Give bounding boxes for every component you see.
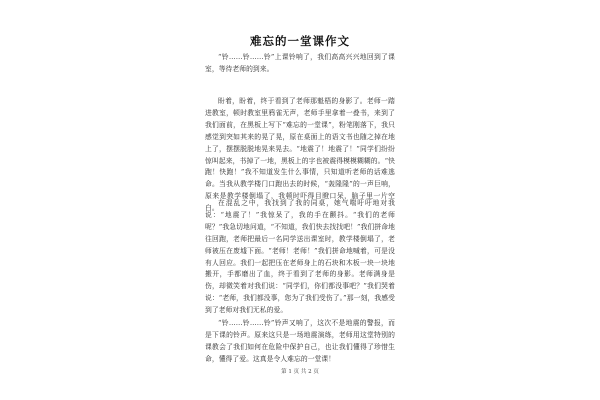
page-footer: 第 1 页 共 2 页 [281, 369, 319, 375]
paragraph-2: 盼着，盼着，终于看到了老师那魁梧的身影了。老师一踏进教室，顿时教室里鸦雀无声，老师手里拿着一叠书，来到了我们面前，在黑板上写下“难忘的一堂课”，粉笔刚落下，我只感觉到突如其来的晃了晃，原在桌面上的语文书也随之掉在地上了，摆摆脱脱地晃来晃去。“地震了！地震了！”同学们纷纷惊叫起来，书掉了一地，黑板上的字也被震得模模糊糊的。“快跑！快跑！”我不知道发生什么事情，只知道听老师的话难逃命。当我从教学楼门口跑出去的时候，“轰隆隆”的一声巨响，原来是教学楼倒塌了，我顿时吓得目瞪口呆，脑子里一片空白。 [205, 97, 395, 213]
paragraph-3: 在混乱之中，我找到了我的同桌，她气喘吁吁地对我说：“地震了！”我惊呆了，我的手在颤抖。“我们的老师呢？”我急切地问道，“不知道，我们快去找找吧！”我们拼命地往回跑，老师把最后一名同学送出课室时，教学楼倒塌了，老师被压在废墟下面。“老师！老师！”我们拼命地喊着，可是没有人回应。我们一起把压在老师身上的石块和木板一块一块地搬开，手都磨出了血，终于看到了老师的身影。老师满身是伤，却微笑着对我们说：“同学们，你们都没事吧？”我们哭着说：“老师，我们都没事，您为了我们受伤了。”那一刻，我感受到了老师对我们无私的爱。 [205, 199, 395, 315]
paragraph-4: “铃……铃……铃”铃声又响了，这次不是地震的警报，而是下课的铃声。原来这只是一场地震演练，老师用这堂特别的课教会了我们如何在危险中保护自己，也让我们懂得了珍惜生命，懂得了爱。这真是令人难忘的一堂课！ [205, 319, 395, 363]
document-title: 难忘的一堂课作文 [250, 34, 350, 48]
paragraph-1: “铃……铃……铃”上课铃响了，我们高高兴兴地回到了课室，等待老师的到来。 [205, 53, 395, 73]
